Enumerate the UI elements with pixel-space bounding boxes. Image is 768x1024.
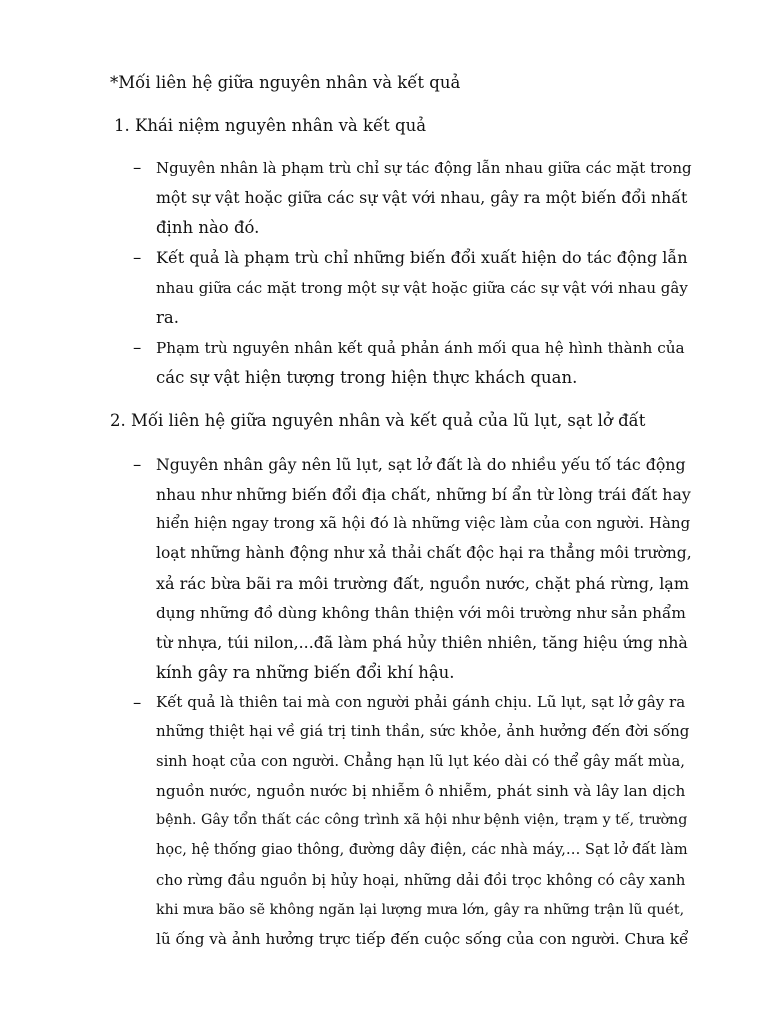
text-line: định nào đó. — [156, 218, 260, 237]
section-1-bullet-list — [0, 153, 768, 393]
text-line: dụng những đồ dùng không thân thiện với môi trường như sản phẩm — [156, 603, 686, 622]
text-line: Kết quả là thiên tai mà con người phải gánh chịu. Lũ lụt, sạt lở gây ra — [156, 692, 686, 711]
bullet-text — [156, 688, 692, 955]
bullet-text — [156, 450, 692, 688]
text-line: từ nhựa, túi nilon,...đã làm phá hủy thiên nhiên, tăng hiệu ứng nhà — [156, 633, 688, 653]
text-line: loạt những hành động như xả thải chất độc hại ra thẳng môi trường, — [156, 544, 692, 563]
text-line: xả rác bừa bãi ra môi trường đất, nguồn nước, chặt phá rừng, lạm — [156, 573, 690, 593]
bullet-text — [156, 153, 692, 243]
text-line: kính gây ra những biến đổi khí hậu. — [156, 662, 455, 682]
text-line: Nguyên nhân là phạm trù chỉ sự tác động lẫn nhau giữa các mặt trong — [156, 159, 692, 177]
text-line: ra. — [156, 308, 179, 327]
text-line: một sự vật hoặc giữa các sự vật với nhau, gây ra một biến đổi nhất — [156, 188, 688, 207]
list-item — [0, 688, 768, 955]
list-item — [0, 450, 768, 688]
text-line: lũ ống và ảnh hưởng trực tiếp đến cuộc sống của con người. Chưa kể — [156, 930, 689, 949]
bullet-dash: – — [133, 158, 142, 177]
text-line: Kết quả là phạm trù chỉ những biến đổi xuất hiện do tác động lẫn — [156, 248, 688, 267]
bullet-text — [156, 243, 692, 333]
bullet-dash: – — [133, 692, 142, 712]
section-2-heading: 2. Mối liên hệ giữa nguyên nhân và kết quả của lũ lụt, sạt lở đất — [110, 411, 646, 430]
text-line: nhau giữa các mặt trong một sự vật hoặc giữa các sự vật với nhau gây — [156, 279, 688, 297]
bullet-dash: – — [133, 338, 142, 357]
text-line: khi mưa bão sẽ không ngăn lại lượng mưa lớn, gây ra những trận lũ quét, — [156, 901, 685, 918]
text-line: Phạm trù nguyên nhân kết quả phản ánh mối qua hệ hình thành của — [156, 339, 685, 357]
list-item — [0, 153, 768, 243]
document-title: *Mối liên hệ giữa nguyên nhân và kết quả — [110, 73, 461, 92]
text-line: nguồn nước, nguồn nước bị nhiễm ô nhiễm, phát sinh và lây lan dịch — [156, 781, 686, 800]
bullet-dash: – — [133, 248, 142, 267]
bullet-text — [156, 333, 692, 393]
text-line: sinh hoạt của con người. Chẳng hạn lũ lụt kéo dài có thể gây mất mùa, — [156, 753, 685, 771]
bullet-dash: – — [133, 455, 142, 474]
text-line: bệnh. Gây tổn thất các công trình xã hội như bệnh viện, trạm y tế, trường — [156, 812, 688, 829]
text-line: nhau như những biến đổi địa chất, những bí ẩn từ lòng trái đất hay — [156, 484, 691, 504]
text-line: những thiệt hại về giá trị tinh thần, sức khỏe, ảnh hưởng đến đời sống — [156, 722, 690, 741]
text-line: học, hệ thống giao thông, đường dây điện, các nhà máy,… Sạt lở đất làm — [156, 842, 688, 859]
list-item — [0, 333, 768, 393]
text-line: hiển hiện ngay trong xã hội đó là những việc làm của con người. Hàng — [156, 514, 691, 533]
text-line: Nguyên nhân gây nên lũ lụt, sạt lở đất là do nhiều yếu tố tác động — [156, 455, 686, 474]
text-line: cho rừng đầu nguồn bị hủy hoại, những dải đồi trọc không có cây xanh — [156, 871, 686, 889]
section-2-bullet-list — [0, 450, 768, 955]
section-1-heading: 1. Khái niệm nguyên nhân và kết quả — [114, 116, 427, 135]
list-item — [0, 243, 768, 333]
text-line: các sự vật hiện tượng trong hiện thực khách quan. — [156, 368, 578, 387]
